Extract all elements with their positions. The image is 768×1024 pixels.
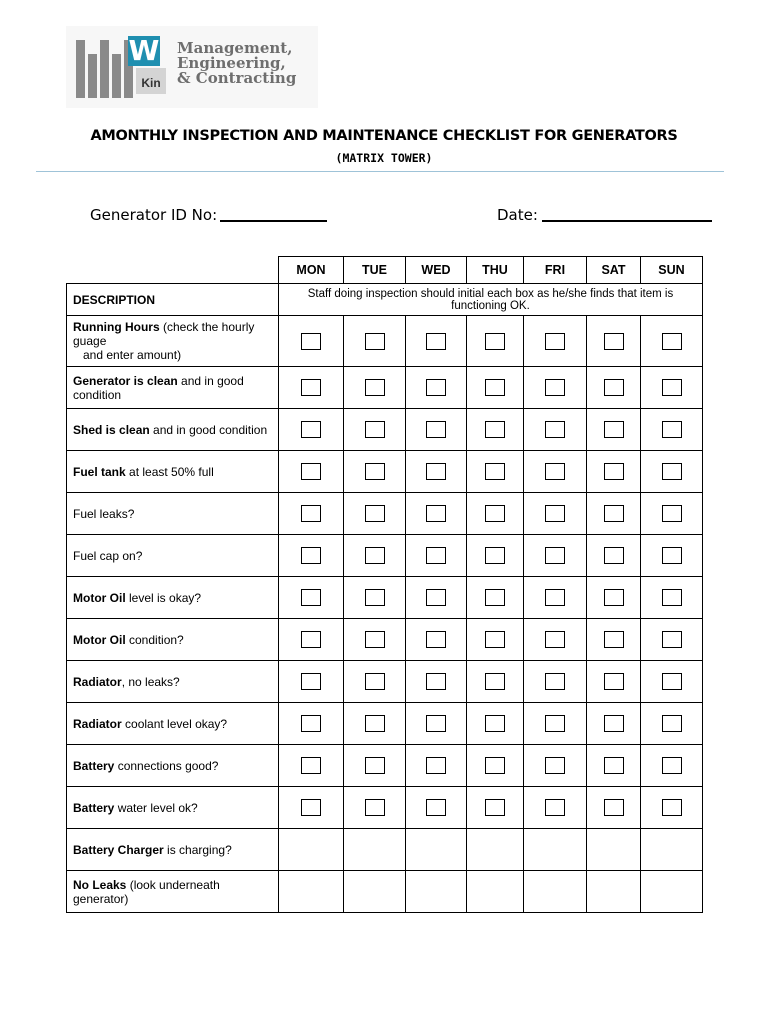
day-cell <box>524 619 587 661</box>
day-cell[interactable] <box>641 829 703 871</box>
checkbox[interactable] <box>365 631 385 648</box>
day-cell <box>279 451 344 493</box>
checkbox[interactable] <box>545 715 565 732</box>
checklist-item-label: Radiator, no leaks? <box>67 661 279 703</box>
checkbox[interactable] <box>301 715 321 732</box>
day-cell <box>344 367 406 409</box>
day-cell <box>467 577 524 619</box>
checklist-table <box>66 256 703 913</box>
day-cell <box>524 661 587 703</box>
day-cell <box>279 535 344 577</box>
checkbox[interactable] <box>301 421 321 438</box>
checklist-row <box>67 367 703 409</box>
day-cell <box>467 787 524 829</box>
day-cell <box>279 745 344 787</box>
checklist-item-label: Motor Oil condition? <box>67 619 279 661</box>
day-cell <box>524 745 587 787</box>
day-cell <box>641 451 703 493</box>
checklist-item-label: No Leaks (look underneath generator) <box>67 871 279 913</box>
checklist-row <box>67 745 703 787</box>
day-cell <box>344 451 406 493</box>
checkbox[interactable] <box>485 379 505 396</box>
day-header: TUE <box>344 257 406 284</box>
day-cell <box>587 451 641 493</box>
checklist-row <box>67 577 703 619</box>
checkbox[interactable] <box>604 673 624 690</box>
checklist-row <box>67 409 703 451</box>
checkbox[interactable] <box>485 505 505 522</box>
checkbox[interactable] <box>426 421 446 438</box>
checkbox[interactable] <box>426 547 446 564</box>
checkbox[interactable] <box>545 333 565 350</box>
day-cell <box>587 745 641 787</box>
checkbox[interactable] <box>301 505 321 522</box>
checklist-row <box>67 787 703 829</box>
checkbox[interactable] <box>662 757 682 774</box>
day-cell[interactable] <box>279 871 344 913</box>
checkbox[interactable] <box>301 589 321 606</box>
checklist-item-label: Battery water level ok? <box>67 787 279 829</box>
checkbox[interactable] <box>301 631 321 648</box>
checkbox[interactable] <box>485 421 505 438</box>
checkbox[interactable] <box>604 631 624 648</box>
checklist-item-label: Battery connections good? <box>67 745 279 787</box>
checkbox[interactable] <box>662 463 682 480</box>
checkbox[interactable] <box>426 333 446 350</box>
checklist-item-label: Fuel tank at least 50% full <box>67 451 279 493</box>
day-cell <box>279 661 344 703</box>
checkbox[interactable] <box>301 379 321 396</box>
checkbox[interactable] <box>301 547 321 564</box>
checklist-item-label: Fuel cap on? <box>67 535 279 577</box>
day-cell <box>344 409 406 451</box>
checkbox[interactable] <box>365 333 385 350</box>
day-header: SAT <box>587 257 641 284</box>
day-cell <box>467 535 524 577</box>
checkbox[interactable] <box>365 799 385 816</box>
checkbox[interactable] <box>662 799 682 816</box>
day-cell <box>406 745 467 787</box>
day-cell <box>467 661 524 703</box>
day-cell <box>344 577 406 619</box>
day-cell <box>406 493 467 535</box>
day-cell <box>279 493 344 535</box>
description-row <box>67 284 703 316</box>
day-cell <box>587 577 641 619</box>
day-header: THU <box>467 257 524 284</box>
day-cell <box>641 316 703 367</box>
day-cell <box>344 661 406 703</box>
checklist-row <box>67 703 703 745</box>
generator-id-field[interactable] <box>220 220 327 222</box>
checkbox[interactable] <box>365 505 385 522</box>
day-cell <box>344 493 406 535</box>
day-cell <box>587 535 641 577</box>
day-cell <box>467 493 524 535</box>
day-header-row <box>67 257 703 284</box>
checkbox[interactable] <box>545 379 565 396</box>
day-cell <box>524 535 587 577</box>
checkbox[interactable] <box>604 333 624 350</box>
checkbox[interactable] <box>301 333 321 350</box>
day-cell <box>406 787 467 829</box>
checkbox[interactable] <box>301 673 321 690</box>
day-cell <box>406 535 467 577</box>
checkbox[interactable] <box>604 505 624 522</box>
checklist-row <box>67 316 703 367</box>
checkbox[interactable] <box>485 631 505 648</box>
day-cell <box>406 316 467 367</box>
checkbox[interactable] <box>426 631 446 648</box>
checkbox[interactable] <box>365 757 385 774</box>
day-cell[interactable] <box>344 871 406 913</box>
date-label: Date: <box>497 206 538 224</box>
day-cell <box>587 703 641 745</box>
checklist-row <box>67 451 703 493</box>
day-cell <box>524 493 587 535</box>
day-cell <box>279 577 344 619</box>
checkbox[interactable] <box>426 799 446 816</box>
day-header: FRI <box>524 257 587 284</box>
day-cell <box>467 619 524 661</box>
checkbox[interactable] <box>604 463 624 480</box>
document-title: AMONTHLY INSPECTION AND MAINTENANCE CHECKLIST FOR GENERATORS <box>90 128 678 144</box>
day-cell <box>344 703 406 745</box>
checkbox[interactable] <box>545 505 565 522</box>
checkbox[interactable] <box>365 379 385 396</box>
checklist-item-label: Shed is clean and in good condition <box>67 409 279 451</box>
checkbox[interactable] <box>604 379 624 396</box>
day-cell <box>641 535 703 577</box>
checkbox[interactable] <box>604 715 624 732</box>
instruction-text: Staff doing inspection should initial each box as he/she finds that item is functioning OK. <box>279 284 703 316</box>
day-cell <box>406 451 467 493</box>
day-header: SUN <box>641 257 703 284</box>
checkbox[interactable] <box>545 421 565 438</box>
checkbox[interactable] <box>485 333 505 350</box>
checkbox[interactable] <box>485 715 505 732</box>
company-logo <box>66 26 318 108</box>
document-subtitle: (MATRIX TOWER) <box>335 151 433 165</box>
checkbox[interactable] <box>485 589 505 606</box>
day-cell <box>344 787 406 829</box>
checklist-row <box>67 661 703 703</box>
checkbox[interactable] <box>426 589 446 606</box>
day-cell <box>467 703 524 745</box>
checkbox[interactable] <box>662 547 682 564</box>
day-cell <box>344 535 406 577</box>
checkbox[interactable] <box>545 757 565 774</box>
day-cell <box>344 619 406 661</box>
day-cell <box>641 409 703 451</box>
day-cell <box>587 409 641 451</box>
checkbox[interactable] <box>301 757 321 774</box>
checkbox[interactable] <box>662 589 682 606</box>
day-cell <box>279 316 344 367</box>
header-divider <box>36 171 724 172</box>
day-cell <box>641 577 703 619</box>
day-cell <box>587 619 641 661</box>
checklist-row <box>67 871 703 913</box>
day-cell <box>587 787 641 829</box>
day-cell[interactable] <box>524 871 587 913</box>
checkbox[interactable] <box>604 421 624 438</box>
checkbox[interactable] <box>545 799 565 816</box>
checkbox[interactable] <box>365 547 385 564</box>
checkbox[interactable] <box>545 463 565 480</box>
checkbox[interactable] <box>485 757 505 774</box>
day-cell <box>406 409 467 451</box>
day-cell[interactable] <box>587 871 641 913</box>
checkbox[interactable] <box>545 673 565 690</box>
checkbox[interactable] <box>426 463 446 480</box>
checkbox[interactable] <box>662 421 682 438</box>
checklist-item-label: Fuel leaks? <box>67 493 279 535</box>
checkbox[interactable] <box>365 673 385 690</box>
day-cell <box>587 493 641 535</box>
checkbox[interactable] <box>485 547 505 564</box>
checkbox[interactable] <box>485 799 505 816</box>
day-cell <box>641 493 703 535</box>
checkbox[interactable] <box>426 757 446 774</box>
date-field[interactable] <box>542 220 712 222</box>
day-cell <box>467 409 524 451</box>
checklist-row <box>67 619 703 661</box>
day-cell <box>524 787 587 829</box>
day-cell[interactable] <box>641 871 703 913</box>
day-cell <box>467 451 524 493</box>
day-cell <box>524 703 587 745</box>
checkbox[interactable] <box>662 631 682 648</box>
day-cell <box>467 316 524 367</box>
checklist-item-label: Battery Charger is charging? <box>67 829 279 871</box>
day-cell[interactable] <box>467 829 524 871</box>
checkbox[interactable] <box>365 421 385 438</box>
day-cell <box>406 619 467 661</box>
day-cell <box>279 703 344 745</box>
day-cell <box>344 316 406 367</box>
logo-text: Management, Engineering, & Contracting <box>177 39 297 87</box>
checkbox[interactable] <box>426 715 446 732</box>
day-cell <box>406 577 467 619</box>
generator-id-label: Generator ID No: <box>90 206 218 224</box>
day-cell <box>279 409 344 451</box>
checklist-item-label: Radiator coolant level okay? <box>67 703 279 745</box>
day-cell <box>587 367 641 409</box>
description-header: DESCRIPTION <box>67 284 279 316</box>
checkbox[interactable] <box>545 631 565 648</box>
checkbox[interactable] <box>662 505 682 522</box>
day-cell[interactable] <box>406 829 467 871</box>
day-header: WED <box>406 257 467 284</box>
checkbox[interactable] <box>662 673 682 690</box>
checkbox[interactable] <box>545 547 565 564</box>
checkbox[interactable] <box>426 379 446 396</box>
day-cell <box>279 619 344 661</box>
day-cell <box>406 367 467 409</box>
day-cell <box>641 661 703 703</box>
day-cell <box>587 316 641 367</box>
checkbox[interactable] <box>426 505 446 522</box>
checklist-item-label: Running Hours (check the hourly guage and enter amount) <box>67 316 279 367</box>
checkbox[interactable] <box>301 463 321 480</box>
logo-w-badge: W <box>128 34 160 67</box>
day-cell <box>641 703 703 745</box>
checkbox[interactable] <box>662 333 682 350</box>
day-cell <box>524 409 587 451</box>
checkbox[interactable] <box>604 589 624 606</box>
checkbox[interactable] <box>365 589 385 606</box>
logo-kin-badge: Kin <box>136 68 166 94</box>
checkbox[interactable] <box>301 799 321 816</box>
day-header: MON <box>279 257 344 284</box>
checkbox[interactable] <box>662 715 682 732</box>
checkbox[interactable] <box>426 673 446 690</box>
day-cell <box>279 367 344 409</box>
day-cell <box>406 703 467 745</box>
checklist-item-label: Generator is clean and in good condition <box>67 367 279 409</box>
day-cell[interactable] <box>344 829 406 871</box>
day-cell <box>467 745 524 787</box>
checkbox[interactable] <box>485 463 505 480</box>
day-cell[interactable] <box>467 871 524 913</box>
day-cell <box>641 619 703 661</box>
checkbox[interactable] <box>545 589 565 606</box>
checkbox[interactable] <box>485 673 505 690</box>
day-cell <box>467 367 524 409</box>
day-cell <box>641 745 703 787</box>
day-cell <box>587 661 641 703</box>
checkbox[interactable] <box>604 799 624 816</box>
day-cell[interactable] <box>279 829 344 871</box>
day-cell <box>524 316 587 367</box>
day-cell <box>344 745 406 787</box>
day-cell <box>524 367 587 409</box>
day-cell <box>279 787 344 829</box>
day-cell[interactable] <box>406 871 467 913</box>
day-cell <box>524 451 587 493</box>
day-cell[interactable] <box>587 829 641 871</box>
day-cell <box>524 577 587 619</box>
checkbox[interactable] <box>604 547 624 564</box>
checkbox[interactable] <box>365 463 385 480</box>
day-cell <box>641 367 703 409</box>
checkbox[interactable] <box>365 715 385 732</box>
checkbox[interactable] <box>604 757 624 774</box>
checklist-row <box>67 829 703 871</box>
checklist-item-label: Motor Oil level is okay? <box>67 577 279 619</box>
checklist-row <box>67 493 703 535</box>
day-cell[interactable] <box>524 829 587 871</box>
day-cell <box>641 787 703 829</box>
day-cell <box>406 661 467 703</box>
checkbox[interactable] <box>662 379 682 396</box>
checklist-row <box>67 535 703 577</box>
